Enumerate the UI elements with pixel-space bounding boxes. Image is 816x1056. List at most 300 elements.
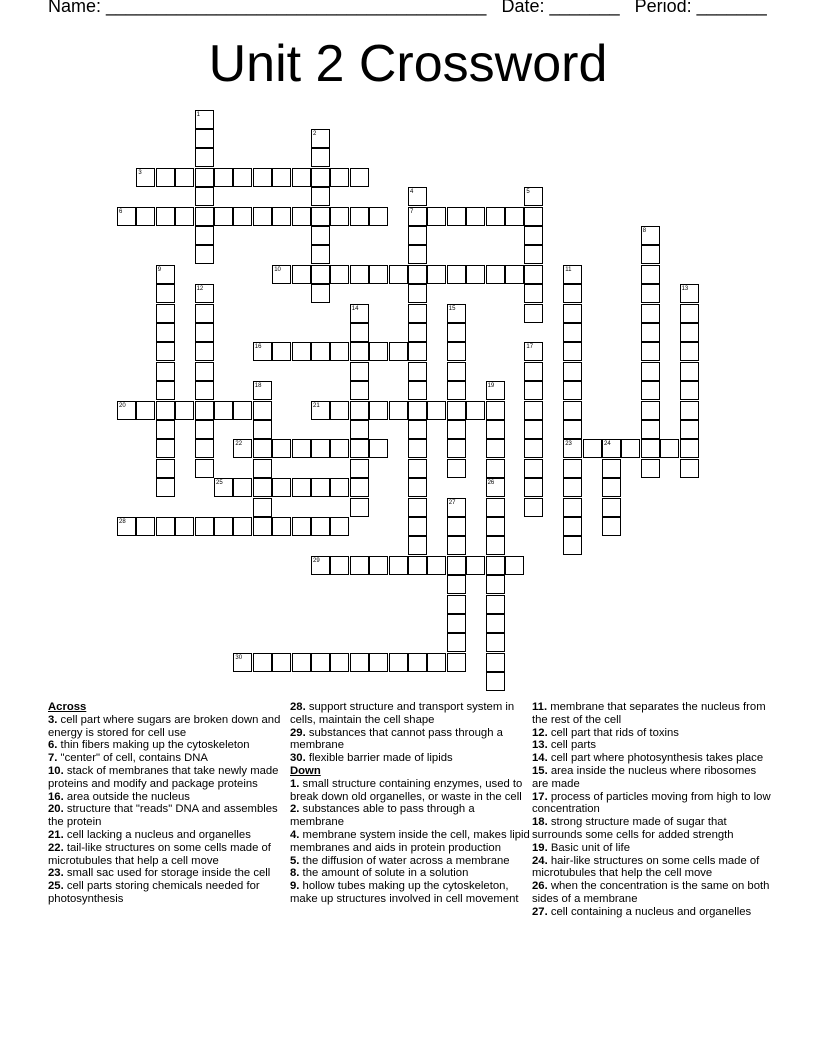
grid-cell[interactable]	[486, 672, 505, 691]
clue-item	[48, 752, 288, 765]
grid-cell[interactable]	[272, 168, 291, 187]
grid-cell[interactable]	[408, 362, 427, 381]
clue-number: 20	[119, 402, 126, 409]
grid-cell[interactable]	[486, 556, 505, 575]
grid-cell[interactable]	[524, 207, 543, 226]
grid-cell[interactable]	[563, 459, 582, 478]
grid-cell[interactable]	[350, 653, 369, 672]
grid-cell[interactable]	[233, 168, 252, 187]
grid-cell[interactable]	[195, 459, 214, 478]
grid-cell[interactable]	[195, 148, 214, 167]
grid-cell[interactable]	[195, 284, 214, 303]
grid-cell[interactable]	[408, 245, 427, 264]
grid-cell[interactable]	[486, 401, 505, 420]
grid-cell[interactable]	[175, 207, 194, 226]
grid-cell[interactable]	[680, 459, 699, 478]
grid-cell[interactable]	[408, 304, 427, 323]
grid-cell[interactable]	[408, 342, 427, 361]
grid-cell[interactable]	[486, 439, 505, 458]
grid-cell[interactable]	[369, 653, 388, 672]
grid-cell[interactable]	[563, 342, 582, 361]
clue-number: 10	[274, 266, 281, 273]
grid-cell[interactable]	[680, 323, 699, 342]
grid-cell[interactable]	[389, 265, 408, 284]
grid-cell[interactable]	[408, 323, 427, 342]
grid-cell[interactable]	[311, 517, 330, 536]
grid-cell[interactable]	[272, 439, 291, 458]
grid-cell[interactable]	[563, 323, 582, 342]
grid-cell[interactable]	[369, 556, 388, 575]
grid-cell[interactable]	[156, 517, 175, 536]
grid-cell[interactable]	[524, 187, 543, 206]
grid-cell[interactable]	[486, 653, 505, 672]
grid-cell[interactable]	[427, 207, 446, 226]
grid-cell[interactable]	[311, 226, 330, 245]
grid-cell[interactable]	[680, 401, 699, 420]
grid-cell[interactable]	[156, 478, 175, 497]
grid-cell[interactable]	[156, 459, 175, 478]
grid-cell[interactable]	[272, 265, 291, 284]
grid-cell[interactable]	[408, 207, 427, 226]
clue-item-number: 3.	[48, 713, 58, 726]
grid-cell[interactable]	[408, 653, 427, 672]
grid-cell[interactable]	[447, 614, 466, 633]
grid-cell[interactable]	[447, 633, 466, 652]
grid-cell[interactable]	[680, 420, 699, 439]
clue-item-text: process of particles moving from high to low concentration	[532, 790, 771, 816]
grid-cell[interactable]	[175, 517, 194, 536]
grid-cell[interactable]	[660, 439, 679, 458]
grid-cell[interactable]	[156, 323, 175, 342]
grid-cell[interactable]	[195, 110, 214, 129]
grid-cell[interactable]	[330, 207, 349, 226]
grid-cell[interactable]	[292, 517, 311, 536]
grid-cell[interactable]	[524, 381, 543, 400]
grid-cell[interactable]	[486, 633, 505, 652]
grid-cell[interactable]	[680, 362, 699, 381]
grid-cell[interactable]	[447, 653, 466, 672]
grid-cell[interactable]	[330, 168, 349, 187]
grid-cell[interactable]	[389, 401, 408, 420]
grid-cell[interactable]	[195, 207, 214, 226]
grid-cell[interactable]	[524, 226, 543, 245]
grid-cell[interactable]	[408, 381, 427, 400]
grid-cell[interactable]	[195, 168, 214, 187]
grid-cell[interactable]	[447, 556, 466, 575]
grid-cell[interactable]	[427, 653, 446, 672]
grid-cell[interactable]	[602, 459, 621, 478]
grid-cell[interactable]	[350, 265, 369, 284]
grid-cell[interactable]	[195, 381, 214, 400]
grid-cell[interactable]	[292, 478, 311, 497]
clue-item-text: small structure containing enzymes, used to break down old organelles, or waste in the cell	[290, 777, 523, 803]
grid-cell[interactable]	[486, 614, 505, 633]
grid-cell[interactable]	[447, 381, 466, 400]
grid-cell[interactable]	[156, 284, 175, 303]
grid-cell[interactable]	[505, 556, 524, 575]
grid-cell[interactable]	[486, 420, 505, 439]
grid-cell[interactable]	[156, 304, 175, 323]
grid-cell[interactable]	[253, 498, 272, 517]
period-field[interactable]: _______	[696, 0, 767, 16]
grid-cell[interactable]	[563, 517, 582, 536]
grid-cell[interactable]	[272, 207, 291, 226]
grid-cell[interactable]	[389, 653, 408, 672]
grid-cell[interactable]	[350, 556, 369, 575]
grid-cell[interactable]	[680, 342, 699, 361]
clue-number: 21	[313, 402, 320, 409]
grid-cell[interactable]	[563, 265, 582, 284]
grid-cell[interactable]	[680, 381, 699, 400]
grid-cell[interactable]	[233, 478, 252, 497]
grid-cell[interactable]	[427, 401, 446, 420]
grid-cell[interactable]	[466, 207, 485, 226]
grid-cell[interactable]	[408, 439, 427, 458]
grid-cell[interactable]	[563, 401, 582, 420]
grid-cell[interactable]	[156, 207, 175, 226]
grid-cell[interactable]	[641, 381, 660, 400]
grid-cell[interactable]	[253, 342, 272, 361]
grid-cell[interactable]	[330, 342, 349, 361]
grid-cell[interactable]	[447, 342, 466, 361]
grid-cell[interactable]	[195, 362, 214, 381]
grid-cell[interactable]	[563, 381, 582, 400]
grid-cell[interactable]	[136, 517, 155, 536]
grid-cell[interactable]	[447, 517, 466, 536]
grid-cell[interactable]	[195, 342, 214, 361]
grid-cell[interactable]	[330, 478, 349, 497]
grid-cell[interactable]	[233, 439, 252, 458]
grid-cell[interactable]	[680, 304, 699, 323]
grid-cell[interactable]	[369, 401, 388, 420]
grid-cell[interactable]	[156, 362, 175, 381]
grid-cell[interactable]	[641, 304, 660, 323]
grid-cell[interactable]	[563, 439, 582, 458]
grid-cell[interactable]	[195, 245, 214, 264]
grid-cell[interactable]	[292, 439, 311, 458]
grid-cell[interactable]	[311, 265, 330, 284]
grid-cell[interactable]	[156, 420, 175, 439]
clue-item-text: area inside the nucleus where ribosomes are made	[532, 764, 757, 790]
grid-cell[interactable]	[253, 207, 272, 226]
grid-cell[interactable]	[408, 478, 427, 497]
grid-cell[interactable]	[195, 187, 214, 206]
grid-cell[interactable]	[253, 653, 272, 672]
grid-cell[interactable]	[408, 536, 427, 555]
clue-item-text: thin fibers making up the cytoskeleton	[57, 739, 250, 752]
grid-cell[interactable]	[389, 342, 408, 361]
grid-cell[interactable]	[641, 401, 660, 420]
grid-cell[interactable]	[408, 459, 427, 478]
grid-cell[interactable]	[408, 226, 427, 245]
grid-cell[interactable]	[408, 401, 427, 420]
grid-cell[interactable]	[292, 168, 311, 187]
grid-cell[interactable]	[486, 595, 505, 614]
grid-cell[interactable]	[311, 342, 330, 361]
grid-cell[interactable]	[214, 517, 233, 536]
grid-cell[interactable]	[156, 265, 175, 284]
grid-cell[interactable]	[311, 207, 330, 226]
grid-cell[interactable]	[330, 401, 349, 420]
grid-cell[interactable]	[447, 362, 466, 381]
grid-cell[interactable]	[350, 304, 369, 323]
grid-cell[interactable]	[117, 401, 136, 420]
grid-cell[interactable]	[253, 381, 272, 400]
grid-cell[interactable]	[524, 420, 543, 439]
grid-cell[interactable]	[447, 595, 466, 614]
grid-cell[interactable]	[253, 439, 272, 458]
grid-cell[interactable]	[602, 498, 621, 517]
grid-cell[interactable]	[156, 439, 175, 458]
grid-cell[interactable]	[311, 556, 330, 575]
clue-item-text: small sac used for storage inside the cell	[63, 867, 271, 880]
grid-cell[interactable]	[563, 304, 582, 323]
grid-cell[interactable]	[641, 226, 660, 245]
clue-number: 29	[313, 557, 320, 564]
grid-cell[interactable]	[195, 420, 214, 439]
grid-cell[interactable]	[350, 439, 369, 458]
grid-cell[interactable]	[524, 478, 543, 497]
grid-cell[interactable]	[350, 459, 369, 478]
grid-cell[interactable]	[486, 265, 505, 284]
grid-cell[interactable]	[524, 362, 543, 381]
grid-cell[interactable]	[292, 207, 311, 226]
grid-cell[interactable]	[253, 420, 272, 439]
grid-cell[interactable]	[447, 207, 466, 226]
grid-cell[interactable]	[563, 284, 582, 303]
grid-cell[interactable]	[292, 653, 311, 672]
grid-cell[interactable]	[195, 323, 214, 342]
grid-cell[interactable]	[369, 439, 388, 458]
grid-cell[interactable]	[563, 498, 582, 517]
grid-cell[interactable]	[253, 478, 272, 497]
grid-cell[interactable]	[369, 342, 388, 361]
grid-cell[interactable]	[486, 207, 505, 226]
grid-cell[interactable]	[486, 381, 505, 400]
grid-cell[interactable]	[408, 284, 427, 303]
grid-cell[interactable]	[214, 168, 233, 187]
clue-item	[532, 791, 772, 817]
grid-cell[interactable]	[641, 284, 660, 303]
grid-cell[interactable]	[350, 342, 369, 361]
grid-cell[interactable]	[486, 478, 505, 497]
grid-cell[interactable]	[233, 517, 252, 536]
grid-cell[interactable]	[563, 362, 582, 381]
grid-cell[interactable]	[156, 342, 175, 361]
grid-cell[interactable]	[427, 265, 446, 284]
clue-item	[290, 829, 530, 855]
grid-cell[interactable]	[330, 265, 349, 284]
grid-cell[interactable]	[486, 459, 505, 478]
grid-cell[interactable]	[156, 381, 175, 400]
grid-cell[interactable]	[272, 517, 291, 536]
grid-cell[interactable]	[641, 439, 660, 458]
grid-cell[interactable]	[350, 168, 369, 187]
grid-cell[interactable]	[447, 575, 466, 594]
grid-cell[interactable]	[641, 420, 660, 439]
grid-cell[interactable]	[330, 653, 349, 672]
grid-cell[interactable]	[214, 401, 233, 420]
grid-cell[interactable]	[563, 478, 582, 497]
grid-cell[interactable]	[311, 401, 330, 420]
grid-cell[interactable]	[524, 342, 543, 361]
grid-cell[interactable]	[156, 168, 175, 187]
grid-cell[interactable]	[369, 207, 388, 226]
clue-item	[532, 765, 772, 791]
grid-cell[interactable]	[524, 304, 543, 323]
grid-cell[interactable]	[253, 401, 272, 420]
grid-cell[interactable]	[389, 556, 408, 575]
clue-number: 2	[313, 130, 317, 137]
grid-cell[interactable]	[311, 245, 330, 264]
grid-cell[interactable]	[136, 401, 155, 420]
grid-cell[interactable]	[195, 517, 214, 536]
grid-cell[interactable]	[195, 129, 214, 148]
clue-item-text: cell part where sugars are broken down and energy is stored for cell use	[48, 713, 281, 739]
grid-cell[interactable]	[253, 459, 272, 478]
clue-number: 6	[119, 208, 123, 215]
grid-cell[interactable]	[447, 401, 466, 420]
grid-cell[interactable]	[486, 498, 505, 517]
grid-cell[interactable]	[195, 304, 214, 323]
date-field[interactable]: _______	[549, 0, 620, 16]
grid-cell[interactable]	[117, 517, 136, 536]
grid-cell[interactable]	[524, 401, 543, 420]
grid-cell[interactable]	[524, 284, 543, 303]
grid-cell[interactable]	[195, 401, 214, 420]
grid-cell[interactable]	[641, 459, 660, 478]
grid-cell[interactable]	[175, 168, 194, 187]
grid-cell[interactable]	[311, 439, 330, 458]
grid-cell[interactable]	[602, 478, 621, 497]
grid-cell[interactable]	[447, 323, 466, 342]
grid-cell[interactable]	[466, 556, 485, 575]
grid-cell[interactable]	[350, 381, 369, 400]
grid-cell[interactable]	[408, 498, 427, 517]
grid-cell[interactable]	[272, 342, 291, 361]
grid-cell[interactable]	[369, 265, 388, 284]
grid-cell[interactable]	[156, 401, 175, 420]
clue-item-number: 25.	[48, 880, 64, 893]
grid-cell[interactable]	[292, 342, 311, 361]
grid-cell[interactable]	[486, 517, 505, 536]
grid-cell[interactable]	[350, 420, 369, 439]
grid-cell[interactable]	[195, 439, 214, 458]
grid-cell[interactable]	[486, 536, 505, 555]
grid-cell[interactable]	[272, 653, 291, 672]
grid-cell[interactable]	[195, 226, 214, 245]
grid-cell[interactable]	[330, 517, 349, 536]
grid-cell[interactable]	[175, 401, 194, 420]
grid-cell[interactable]	[563, 536, 582, 555]
clue-item	[532, 855, 772, 881]
grid-cell[interactable]	[641, 245, 660, 264]
grid-cell[interactable]	[641, 265, 660, 284]
grid-cell[interactable]	[641, 362, 660, 381]
grid-cell[interactable]	[408, 420, 427, 439]
clue-section-heading: Down	[290, 764, 321, 777]
grid-cell[interactable]	[214, 207, 233, 226]
grid-cell[interactable]	[447, 439, 466, 458]
grid-cell[interactable]	[233, 653, 252, 672]
grid-cell[interactable]	[136, 207, 155, 226]
grid-cell[interactable]	[233, 207, 252, 226]
grid-cell[interactable]	[466, 265, 485, 284]
grid-cell[interactable]	[408, 187, 427, 206]
grid-cell[interactable]	[311, 129, 330, 148]
grid-cell[interactable]	[486, 575, 505, 594]
grid-cell[interactable]	[524, 245, 543, 264]
grid-cell[interactable]	[524, 498, 543, 517]
grid-cell[interactable]	[408, 556, 427, 575]
grid-cell[interactable]	[680, 439, 699, 458]
grid-cell[interactable]	[408, 517, 427, 536]
grid-cell[interactable]	[427, 556, 446, 575]
grid-cell[interactable]	[311, 653, 330, 672]
grid-cell[interactable]	[447, 265, 466, 284]
grid-cell[interactable]	[350, 362, 369, 381]
grid-cell[interactable]	[311, 284, 330, 303]
grid-cell[interactable]	[311, 478, 330, 497]
grid-cell[interactable]	[447, 304, 466, 323]
grid-cell[interactable]	[350, 498, 369, 517]
grid-cell[interactable]	[311, 187, 330, 206]
grid-cell[interactable]	[117, 207, 136, 226]
grid-cell[interactable]	[311, 148, 330, 167]
grid-cell[interactable]	[330, 556, 349, 575]
grid-cell[interactable]	[447, 459, 466, 478]
grid-cell[interactable]	[253, 517, 272, 536]
grid-cell[interactable]	[505, 207, 524, 226]
grid-cell[interactable]	[466, 401, 485, 420]
clue-item-text: cell part that rids of toxins	[547, 726, 679, 739]
grid-cell[interactable]	[505, 265, 524, 284]
grid-cell[interactable]	[524, 265, 543, 284]
grid-cell[interactable]	[524, 459, 543, 478]
grid-cell[interactable]	[136, 168, 155, 187]
grid-cell[interactable]	[583, 439, 602, 458]
grid-cell[interactable]	[292, 265, 311, 284]
name-field[interactable]: ______________________________________	[106, 0, 487, 16]
grid-cell[interactable]	[447, 498, 466, 517]
grid-cell[interactable]	[214, 478, 233, 497]
clue-item-number: 12.	[532, 726, 548, 739]
grid-cell[interactable]	[524, 439, 543, 458]
grid-cell[interactable]	[311, 168, 330, 187]
clue-item	[48, 791, 288, 804]
grid-cell[interactable]	[350, 478, 369, 497]
grid-cell[interactable]	[350, 207, 369, 226]
grid-cell[interactable]	[350, 323, 369, 342]
grid-cell[interactable]	[272, 478, 291, 497]
grid-cell[interactable]	[253, 168, 272, 187]
clue-number: 25	[216, 480, 223, 487]
clue-item-number: 2.	[290, 803, 300, 816]
grid-cell[interactable]	[641, 342, 660, 361]
grid-cell[interactable]	[447, 420, 466, 439]
grid-cell[interactable]	[680, 284, 699, 303]
grid-cell[interactable]	[447, 536, 466, 555]
grid-cell[interactable]	[563, 420, 582, 439]
grid-cell[interactable]	[233, 401, 252, 420]
grid-cell[interactable]	[621, 439, 640, 458]
grid-cell[interactable]	[602, 439, 621, 458]
grid-cell[interactable]	[330, 439, 349, 458]
grid-cell[interactable]	[641, 323, 660, 342]
grid-cell[interactable]	[602, 517, 621, 536]
grid-cell[interactable]	[350, 401, 369, 420]
grid-cell[interactable]	[408, 265, 427, 284]
